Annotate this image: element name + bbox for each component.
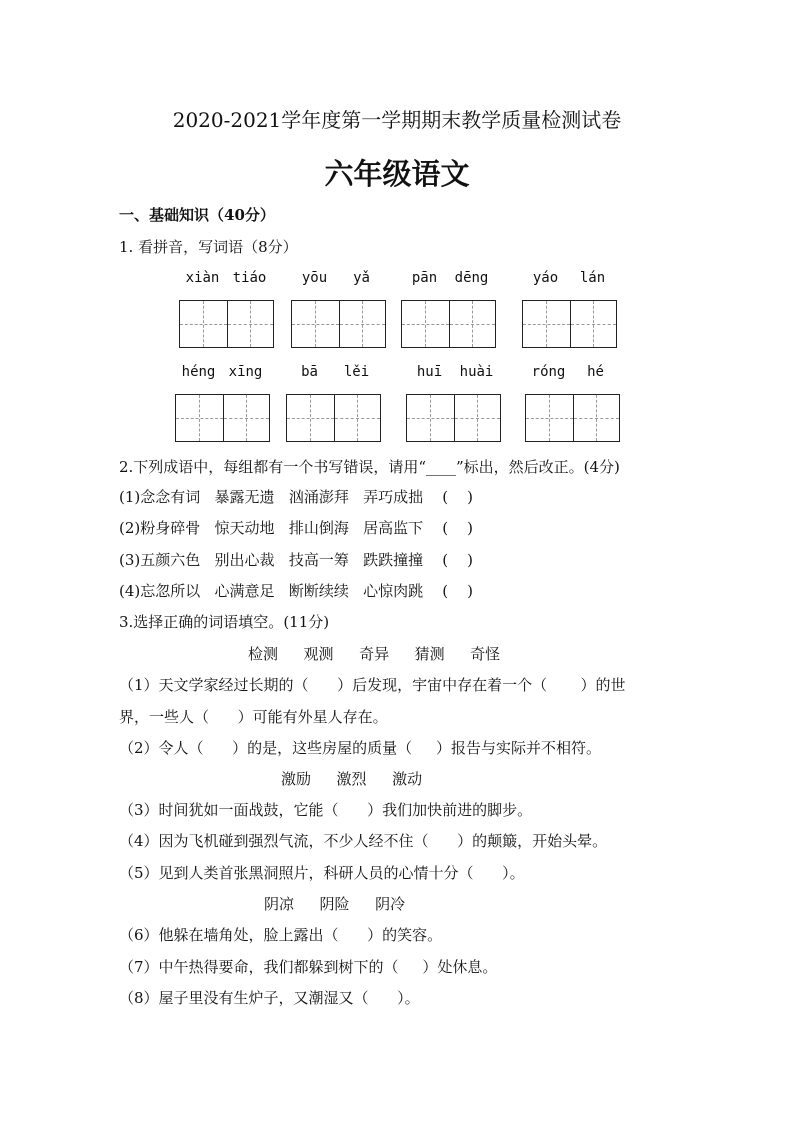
writing-grid[interactable] (175, 394, 270, 442)
pinyin: tiáo (232, 270, 267, 286)
pinyin: huài (459, 364, 494, 380)
word-bank: 阴凉 阴险 阴冷 (264, 895, 406, 913)
q3-sentence: （7）中午热得要命，我们都躲到树下的（ ）处休息。 (119, 958, 498, 976)
writing-grid[interactable] (179, 300, 274, 348)
writing-grid[interactable] (286, 394, 381, 442)
writing-grid[interactable] (401, 300, 496, 348)
pinyin: xīng (228, 364, 263, 380)
pinyin: huī (416, 364, 443, 380)
q2-line: (4)忘忽所以 心满意足 断断续续 心惊肉跳 ( ) (119, 582, 474, 600)
pinyin: róng (531, 364, 566, 380)
q1-prompt: 1. 看拼音，写词语（8分） (119, 238, 298, 256)
q2-line: (1)念念有词 暴露无遗 汹涌澎拜 弄巧成拙 ( ) (119, 488, 474, 506)
writing-grid[interactable] (406, 394, 501, 442)
q3-sentence: （6）他躲在墙角处，脸上露出（ ）的笑容。 (119, 926, 443, 944)
q2-prompt: 2.下列成语中，每组都有一个书写错误，请用“____”标出，然后改正。(4分) (119, 458, 620, 476)
pinyin: lán (579, 270, 606, 286)
word-bank: 激励 激烈 激动 (281, 770, 423, 788)
q3-sentence: （4）因为飞机碰到强烈气流，不少人经不住（ ）的颠簸，开始头晕。 (119, 832, 608, 850)
writing-grid[interactable] (525, 394, 620, 442)
exam-title: 2020-2021学年度第一学期期末教学质量检测试卷 (172, 108, 622, 132)
section-heading: 一、基础知识（40分） (119, 206, 275, 224)
q3-prompt: 3.选择正确的词语填空。(11分) (119, 613, 330, 631)
pinyin: hé (587, 364, 604, 380)
q3-sentence: （2）令人（ ）的是，这些房屋的质量（ ）报告与实际并不相符。 (119, 739, 601, 757)
q3-sentence: （8）屋子里没有生炉子，又潮湿又（ ）。 (119, 989, 420, 1007)
subject-title: 六年级语文 (324, 157, 470, 191)
pinyin: pān (411, 270, 438, 286)
q3-sentence: （1）天文学家经过长期的（ ）后发现，宇宙中存在着一个（ ）的世 (119, 676, 626, 694)
pinyin: yáo (532, 270, 559, 286)
pinyin: lěi (343, 364, 370, 380)
writing-grid[interactable] (291, 300, 386, 348)
pinyin: yōu (301, 270, 328, 286)
pinyin: xiàn (185, 270, 220, 286)
pinyin: dēng (454, 270, 489, 286)
writing-grid[interactable] (522, 300, 617, 348)
q3-sentence: 界，一些人（ ）可能有外星人存在。 (119, 708, 388, 726)
q2-line: (3)五颜六色 别出心裁 技高一筹 跌跌撞撞 ( ) (119, 551, 474, 569)
pinyin: héng (181, 364, 216, 380)
q3-sentence: （3）时间犹如一面战鼓，它能（ ）我们加快前进的脚步。 (119, 801, 533, 819)
q3-sentence: （5）见到人类首张黑洞照片，科研人员的心情十分（ ）。 (119, 864, 525, 882)
word-bank: 检测 观测 奇异 猜测 奇怪 (248, 645, 501, 663)
pinyin: yǎ (353, 270, 370, 286)
pinyin: bā (301, 364, 318, 380)
q2-line: (2)粉身碎骨 惊天动地 排山倒海 居高监下 ( ) (119, 519, 474, 537)
